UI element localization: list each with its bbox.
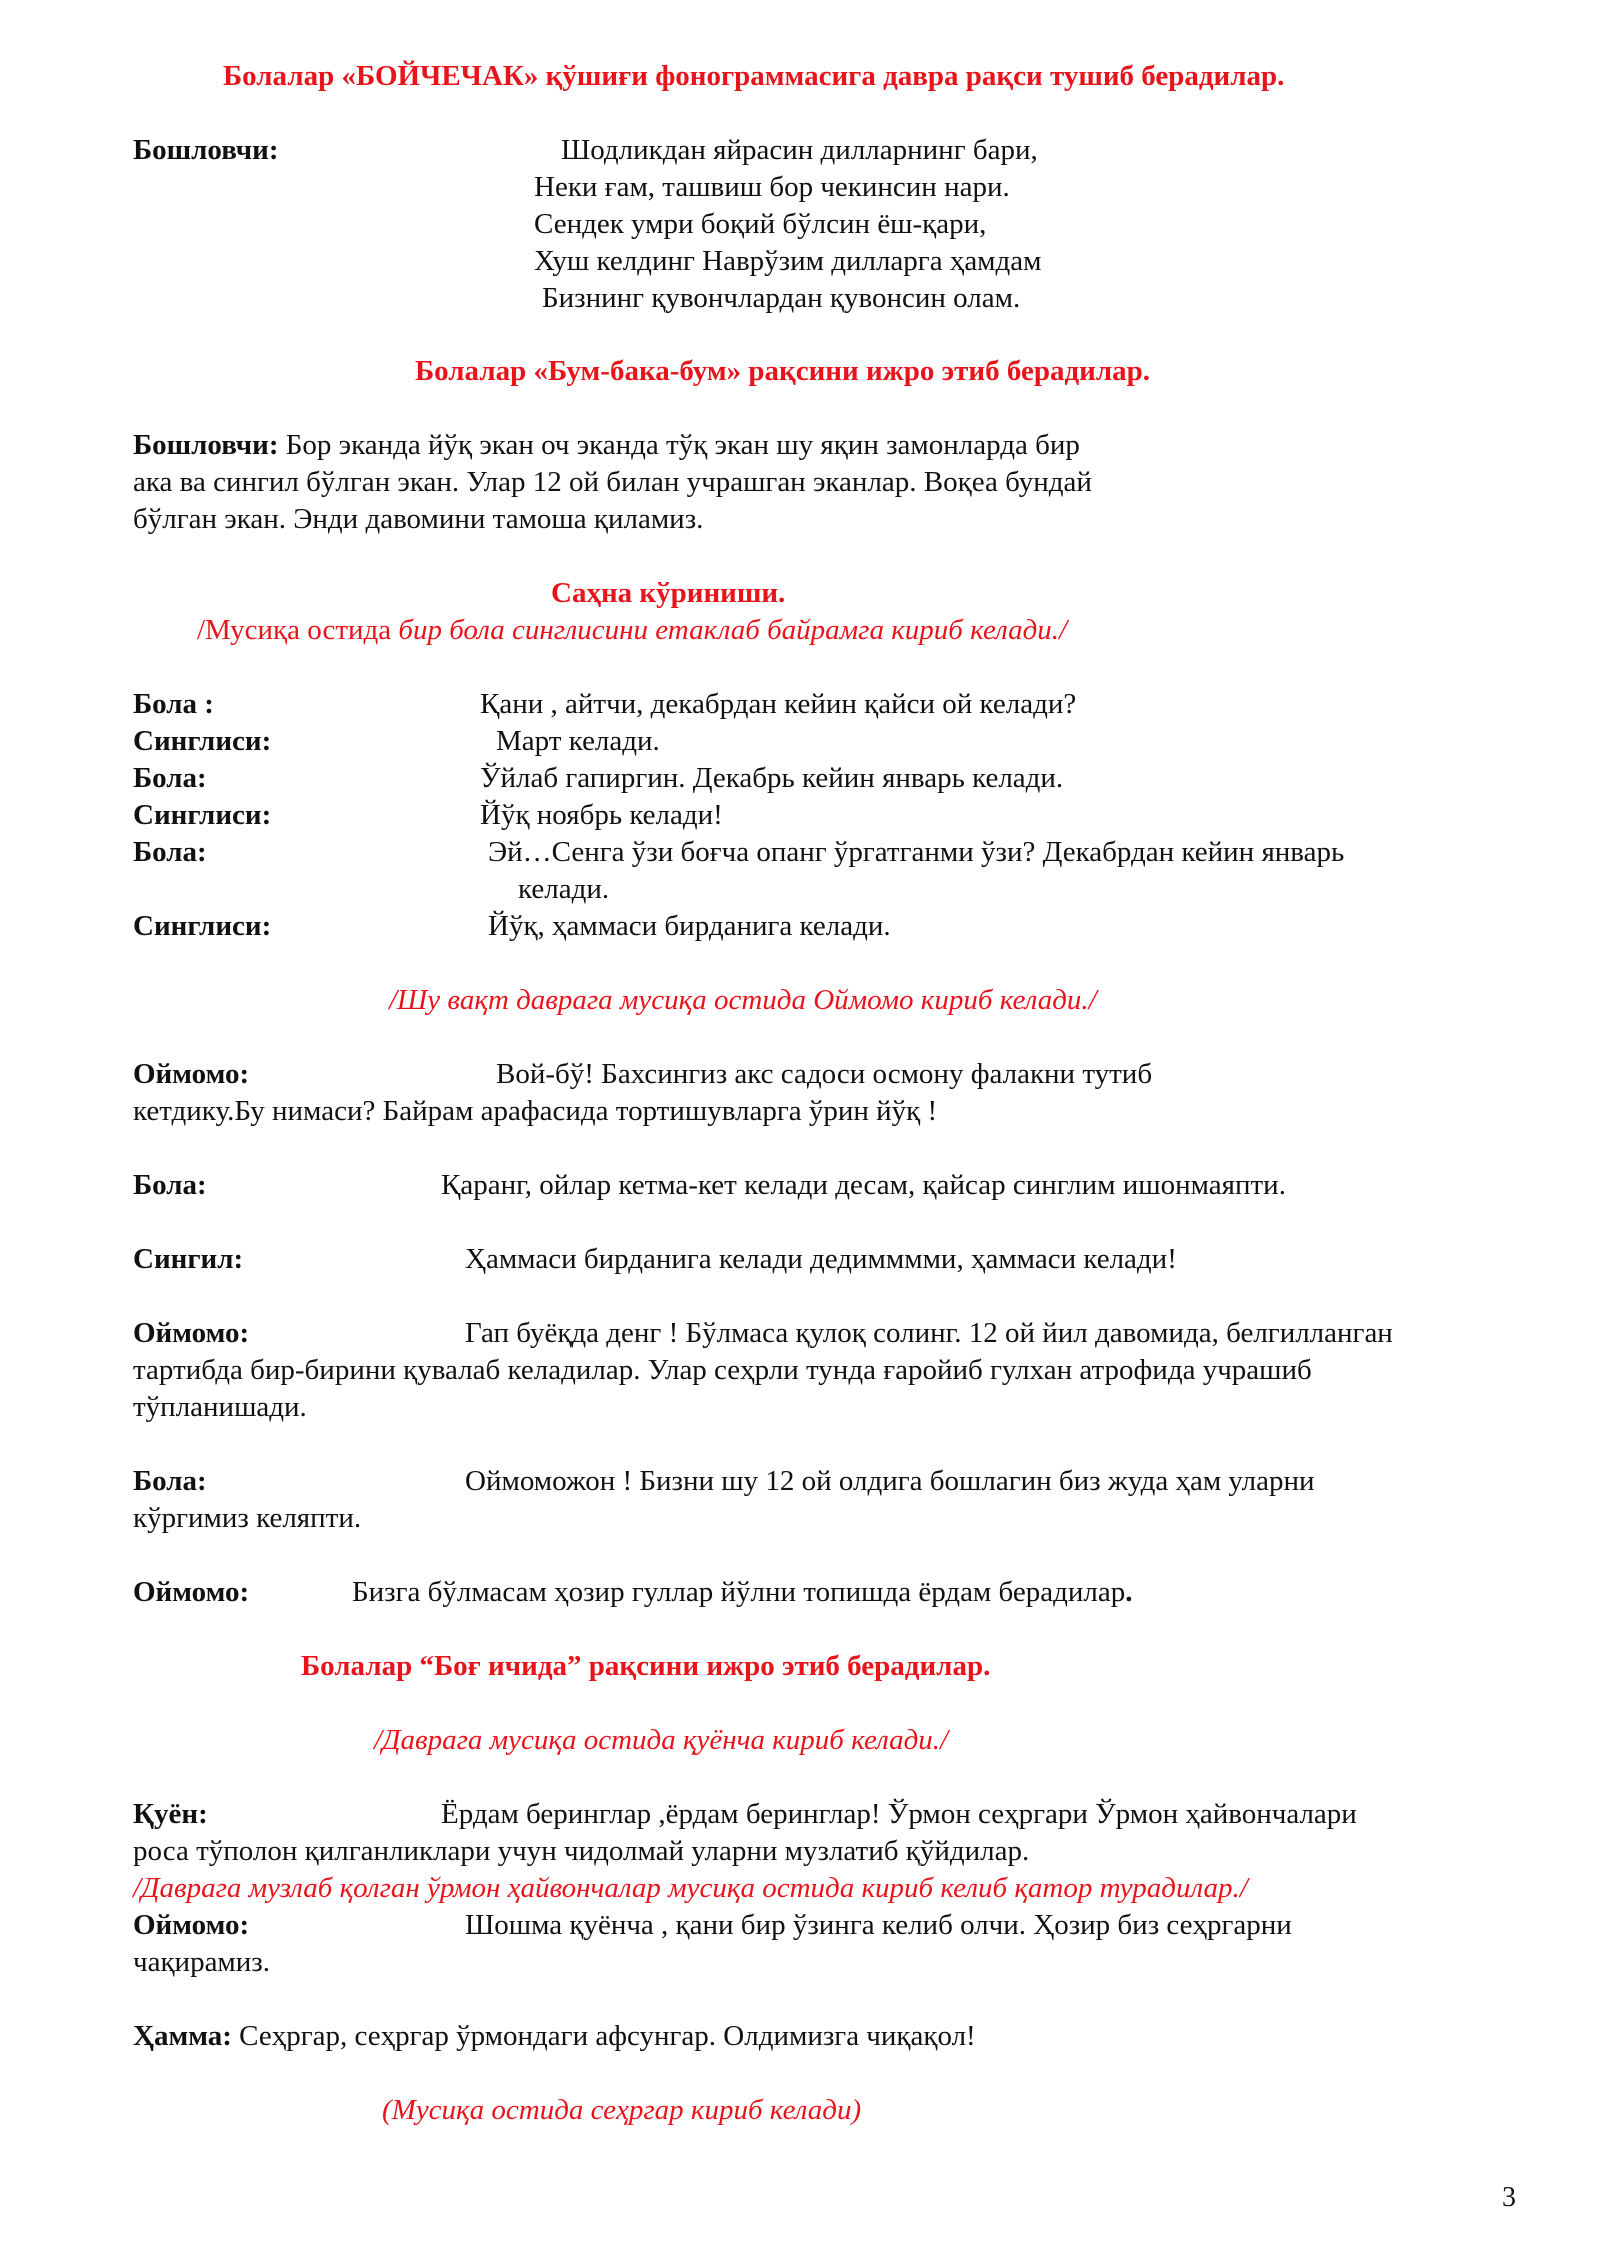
dialogue-text: роса тўполон қилганликлари учун чидолмай уларни музлатиб қўйдилар. bbox=[133, 1835, 1030, 1867]
dialogue-text-body: Бизга бўлмасам ҳозир гуллар йўлни топишда ёрдам берадилар bbox=[352, 1576, 1126, 1608]
speaker-label: Синглиси: bbox=[133, 910, 272, 942]
speaker-label: Бола : bbox=[133, 688, 214, 720]
dialogue-text: Ёрдам беринглар ,ёрдам беринглар! Ўрмон сеҳргари Ўрмон ҳайвончалари bbox=[441, 1798, 1357, 1830]
dialogue-text: Оймоможон ! Бизни шу 12 ой олдига бошлагин биз жуда ҳам уларни bbox=[465, 1465, 1315, 1497]
host-text: Бор эканда йўқ экан оч эканда тўқ экан шу яқин замонларда бир bbox=[285, 429, 1080, 461]
speaker-label: Ҳамма: bbox=[133, 2020, 232, 2052]
dialogue-text: Қани , айтчи, декабрдан кейин қайси ой келади? bbox=[480, 688, 1077, 720]
speaker-label: Бола: bbox=[133, 1465, 207, 1497]
speaker-label: Синглиси: bbox=[133, 725, 272, 757]
stage-direction: (Мусиқа остида сеҳргар кириб келади) bbox=[382, 2094, 862, 2126]
stage-direction: /Даврага музлаб қолган ўрмон ҳайвончалар мусиқа остида кириб келиб қатор турадилар./ bbox=[133, 1872, 1248, 1904]
dialogue-text: кўргимиз келяпти. bbox=[133, 1502, 362, 1534]
speaker-label: Оймомо: bbox=[133, 1317, 250, 1349]
dialogue-text: Ўйлаб гапиргин. Декабрь кейин январь келади. bbox=[480, 762, 1064, 794]
stage-direction-prefix: /Мусиқа остида bbox=[197, 614, 399, 646]
heading-bum-baka-bum: Болалар «Бум-бака-бум» рақсини ижро этиб берадилар. bbox=[415, 355, 1150, 387]
speaker-label: Бола: bbox=[133, 1169, 207, 1201]
dialogue-text: Йўқ, ҳаммаси бирданига келади. bbox=[488, 910, 891, 942]
dialogue-text: Вой-бў! Бахсингиз акс садоси осмону фалакни тутиб bbox=[496, 1058, 1153, 1090]
host-paragraph-line bbox=[133, 427, 1080, 463]
page-number: 3 bbox=[1502, 2182, 1516, 2213]
dialogue-text: чақирамиз. bbox=[133, 1946, 271, 1978]
speaker-label: Бошловчи: bbox=[133, 429, 279, 461]
dialogue-text: Йўқ ноябрь келади! bbox=[480, 799, 723, 831]
speaker-label: Бола: bbox=[133, 762, 207, 794]
dialogue-line bbox=[133, 2018, 976, 2054]
poem-line: Неки ғам, ташвиш бор чекинсин нари. bbox=[534, 171, 1010, 203]
speaker-label: Бола: bbox=[133, 836, 207, 868]
dialogue-text: Гап буёқда денг ! Бўлмаса қулоқ солинг. 12 ой йил давомида, белгилланган bbox=[465, 1317, 1393, 1349]
dialogue-text: тўпланишади. bbox=[133, 1391, 307, 1423]
heading-bog-ichida: Болалар “Боғ ичида” рақсини ижро этиб берадилар. bbox=[301, 1650, 991, 1682]
speaker-label: Оймомо: bbox=[133, 1909, 250, 1941]
speaker-label: Бошловчи: bbox=[133, 134, 279, 166]
host-paragraph-line: бўлган экан. Энди давомини тамоша қиламиз. bbox=[133, 503, 704, 535]
dialogue-text: Шошма қуёнча , қани бир ўзинга келиб олчи. Ҳозир биз сеҳргарни bbox=[465, 1909, 1292, 1941]
dialogue-text: Қаранг, ойлар кетма-кет келади десам, қайсар синглим ишонмаяпти. bbox=[441, 1169, 1286, 1201]
speaker-label: Оймомо: bbox=[133, 1576, 250, 1608]
heading-boychechak: Болалар «БОЙЧЕЧАК» қўшиғи фонограммасига давра рақси тушиб берадилар. bbox=[223, 60, 1285, 92]
scene-title: Саҳна кўриниши. bbox=[551, 577, 786, 609]
dialogue-text: тартибда бир-бирини қувалаб келадилар. Улар сеҳрли тунда ғаройиб гулхан атрофида учрашиб bbox=[133, 1354, 1312, 1386]
dialogue-text: Ҳаммаси бирданига келади дедимммми, ҳаммаси келади! bbox=[465, 1243, 1177, 1275]
speaker-label: Қуён: bbox=[133, 1798, 208, 1830]
speaker-label: Оймомо: bbox=[133, 1058, 250, 1090]
stage-direction: /Даврага мусиқа остида қуёнча кириб келади./ bbox=[374, 1724, 949, 1756]
dialogue-text bbox=[352, 1574, 1133, 1610]
dialogue-text: Март келади. bbox=[496, 725, 660, 757]
stage-direction: /Шу вақт даврага мусиқа остида Оймомо кириб келади./ bbox=[389, 984, 1097, 1016]
poem-line: Шодликдан яйрасин дилларнинг бари, bbox=[561, 134, 1038, 166]
host-paragraph-line: ака ва сингил бўлган экан. Улар 12 ой билан учрашган эканлар. Воқеа бундай bbox=[133, 466, 1092, 498]
poem-line: Бизнинг қувончлардан қувонсин олам. bbox=[542, 282, 1021, 314]
dialogue-text: Сеҳргар, сеҳргар ўрмондаги афсунгар. Олдимизга чиқақол! bbox=[239, 2020, 976, 2052]
stage-direction bbox=[197, 612, 1067, 648]
poem-line: Сендек умри боқий бўлсин ёш-қари, bbox=[534, 208, 987, 240]
speaker-label: Сингил: bbox=[133, 1243, 244, 1275]
dialogue-text: кетдику.Бу нимаси? Байрам арафасида тортишувларга ўрин йўқ ! bbox=[133, 1095, 938, 1127]
dialogue-text-end: . bbox=[1125, 1576, 1133, 1608]
dialogue-text: Эй…Сенга ўзи боғча опанг ўргатганми ўзи? Декабрдан кейин январь bbox=[488, 836, 1345, 868]
poem-line: Хуш келдинг Наврўзим дилларга ҳамдам bbox=[534, 245, 1042, 277]
dialogue-text: келади. bbox=[518, 873, 610, 905]
speaker-label: Синглиси: bbox=[133, 799, 272, 831]
stage-direction-italic: бир бола синглисини етаклаб байрамга кириб келади./ bbox=[398, 614, 1068, 646]
